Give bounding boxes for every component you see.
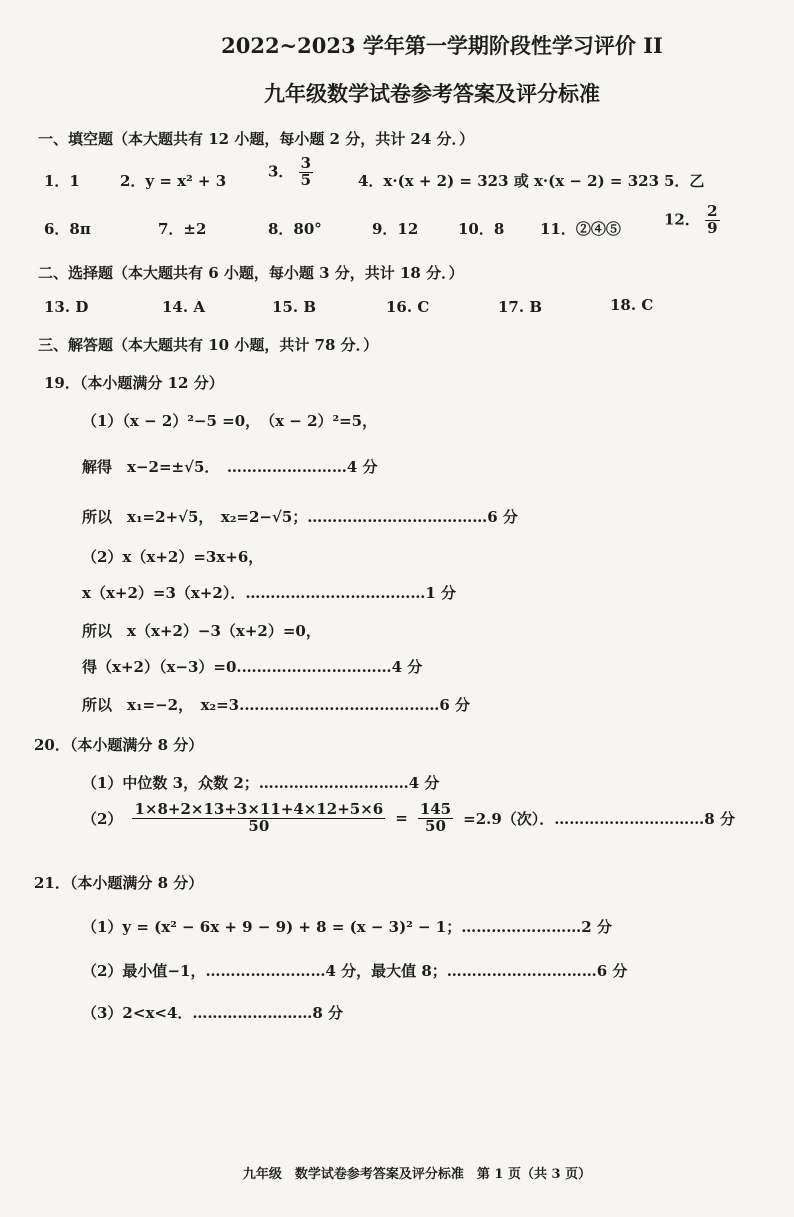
q21-line-1: （1）y = (x² − 6x + 9 − 9) + 8 = (x − 3)² − 1；……………………2 分 — [82, 918, 612, 936]
q19-line-7: 得（x+2）（x−3）=0.…………………………4 分 — [82, 658, 423, 676]
q20-fraction-1-denominator: 50 — [248, 816, 270, 835]
q21-line-3: （3）2<x<4．……………………8 分 — [82, 1004, 344, 1022]
answer-4: 4．x·(x + 2) = 323 或 x·(x − 2) = 323 — [358, 172, 660, 190]
answer-5: 5．乙 — [664, 172, 705, 190]
q19-title: 19．（本小题满分 12 分） — [44, 374, 224, 392]
answer-2: 2．y = x² + 3 — [120, 172, 227, 190]
mc-answer-13: 13. D — [44, 298, 89, 316]
q20-equals: = — [395, 809, 408, 828]
q20-fraction-2-denominator: 50 — [425, 816, 446, 835]
q21-line-2: （2）最小值−1，……………………4 分，最大值 8；…………………………6 分 — [82, 962, 628, 980]
q19-line-4: （2）x（x+2）=3x+6， — [82, 548, 264, 566]
section1-heading: 一、填空题（本大题共有 12 小题，每小题 2 分，共计 24 分．） — [38, 130, 475, 148]
q20-line-2-label: （2） — [82, 809, 123, 828]
q20-title: 20．（本小题满分 8 分） — [34, 736, 204, 754]
answer-7: 7．±2 — [158, 220, 207, 238]
mc-answer-16: 16. C — [386, 298, 430, 316]
answer-3 — [268, 156, 313, 189]
mc-answer-17: 17. B — [498, 298, 542, 316]
q20-fraction-1-numerator: 1×8+2×13+3×11+4×12+5×6 — [134, 800, 384, 818]
q20-line-1: （1）中位数 3，众数 2；…………………………4 分 — [82, 774, 440, 792]
answer-3-fraction — [299, 156, 313, 189]
q19-line-6: 所以 x（x+2）−3（x+2）=0， — [82, 622, 321, 640]
section2-heading: 二、选择题（本大题共有 6 小题，每小题 3 分，共计 18 分．） — [38, 264, 464, 282]
answer-12-label: 12． — [664, 210, 700, 229]
answer-6: 6．8π — [44, 220, 91, 238]
q19-line-2: 解得 x−2=±√5． ……………………4 分 — [82, 458, 378, 476]
answer-12-denominator: 9 — [707, 218, 718, 237]
q19-line-5: x（x+2）=3（x+2）．………………………………1 分 — [82, 584, 457, 602]
answer-3-numerator: 3 — [300, 154, 312, 172]
mc-answer-14: 14. A — [162, 298, 205, 316]
q20-fraction-1 — [132, 802, 385, 835]
answer-3-label: 3． — [268, 162, 294, 181]
mc-answer-18: 18. C — [610, 296, 654, 314]
mc-answer-15: 15. B — [272, 298, 316, 316]
answer-12-numerator: 2 — [707, 202, 718, 220]
answer-9: 9．12 — [372, 220, 419, 238]
q20-fraction-2-numerator: 145 — [419, 800, 452, 818]
document-title: 2022~2023 学年第一学期阶段性学习评价 II — [221, 33, 663, 58]
answer-1: 1．1 — [44, 172, 80, 190]
q20-line-2 — [82, 802, 735, 835]
q20-line-2-tail: =2.9（次）．…………………………8 分 — [463, 809, 735, 828]
answer-12 — [664, 204, 720, 237]
document-subtitle: 九年级数学试卷参考答案及评分标准 — [264, 81, 600, 106]
answer-8: 8．80° — [268, 220, 322, 238]
q20-fraction-2 — [418, 802, 453, 835]
q19-line-1: （1）（x − 2）²−5 =0， （x − 2）²=5， — [82, 412, 378, 430]
answer-3-denominator: 5 — [300, 170, 312, 189]
q19-line-3: 所以 x₁=2+√5， x₂=2−√5；………………………………6 分 — [82, 508, 518, 526]
section3-heading: 三、解答题（本大题共有 10 小题，共计 78 分．） — [38, 336, 379, 354]
answer-10: 10．8 — [458, 220, 505, 238]
q19-line-8: 所以 x₁=−2， x₂=3.…………………………………6 分 — [82, 696, 470, 714]
answer-12-fraction — [705, 204, 719, 237]
page-footer: 九年级 数学试卷参考答案及评分标准 第 1 页（共 3 页） — [242, 1167, 592, 1182]
q21-title: 21．（本小题满分 8 分） — [34, 874, 204, 892]
answer-11: 11．②④⑤ — [540, 220, 621, 238]
